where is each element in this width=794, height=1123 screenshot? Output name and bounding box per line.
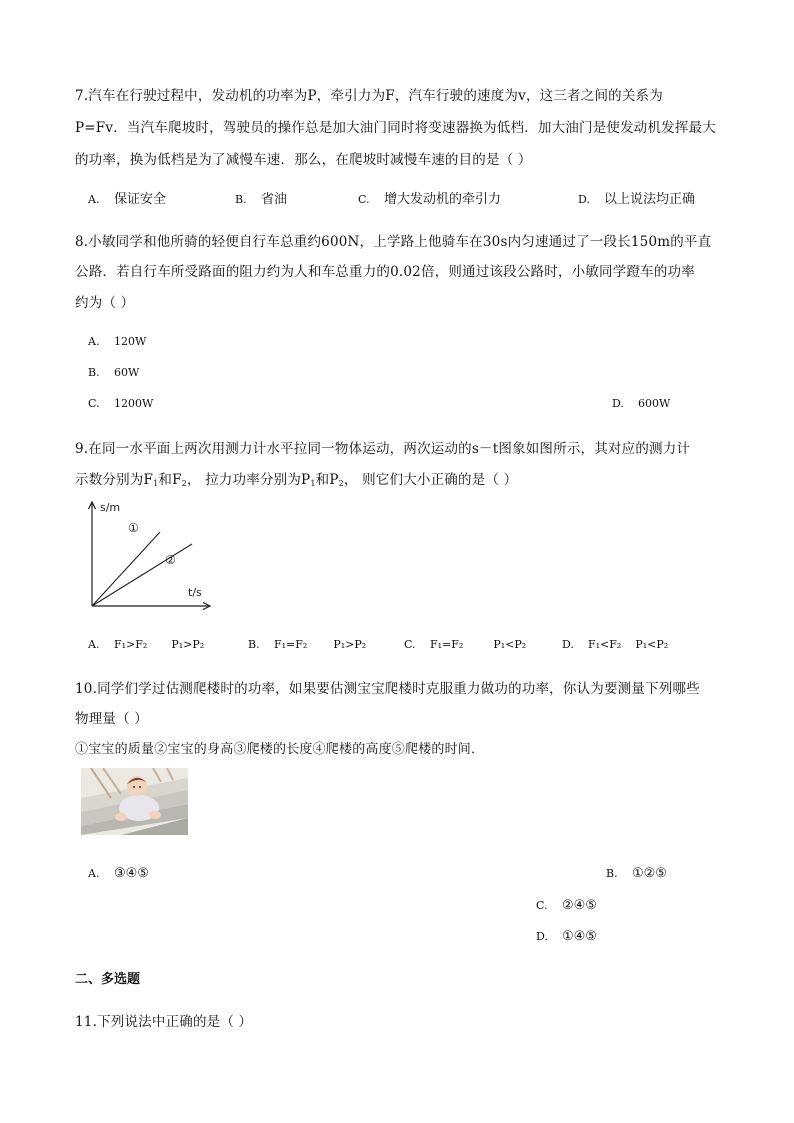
q9-stem-text-b: 和F bbox=[158, 472, 182, 488]
graph-line-1 bbox=[92, 532, 160, 606]
q8-stem-line2: 公路．若自行车所受路面的阻力约为人和车总重力的0.02倍，则通过该段公路时，小敏同学蹬车的功率 bbox=[75, 264, 695, 280]
q8-stem-line1: 8.小敏同学和他所骑的轻便自行车总重约600N，上学路上他骑车在30s内匀速通过了一段长150m的平直 bbox=[75, 234, 712, 250]
q10-option-c[interactable] bbox=[536, 898, 597, 913]
q10-stem-line3: ①宝宝的质量②宝宝的身高③爬楼的长度④爬楼的高度⑤爬楼的时间． bbox=[75, 742, 485, 757]
q9-option-d-p: P₁<P₂ bbox=[635, 638, 669, 651]
q9-stem-text-c: ， 拉力功率分别为P bbox=[186, 472, 311, 488]
q9-option-a-f: F₁>F₂ bbox=[114, 638, 148, 651]
q10-option-c-text: ②④⑤ bbox=[562, 898, 597, 913]
q8-option-c[interactable] bbox=[88, 397, 153, 410]
q9-stem-text-d: 和P bbox=[315, 472, 339, 488]
q7-option-a[interactable] bbox=[88, 188, 166, 207]
q10-option-d[interactable] bbox=[536, 929, 597, 944]
q7-option-b-label: B. bbox=[235, 193, 247, 206]
q10-option-c-label: C. bbox=[536, 899, 548, 912]
q9-sub-f1: 1 bbox=[153, 479, 159, 488]
q9-st-graph bbox=[80, 496, 220, 612]
q7-option-c-text: 增大发动机的牵引力 bbox=[384, 192, 502, 207]
q9-option-c[interactable] bbox=[404, 638, 526, 651]
q9-option-c-p: P₁<P₂ bbox=[493, 638, 527, 651]
q7-stem-line1: 7.汽车在行驶过程中，发动机的功率为P，牵引力为F，汽车行驶的速度为v，这三者之间的关系为 bbox=[75, 88, 663, 104]
q9-option-d-label: D. bbox=[562, 638, 574, 651]
q11-stem-line1: 11.下列说法中正确的是（ ） bbox=[75, 1014, 253, 1030]
q9-option-c-f: F₁=F₂ bbox=[430, 638, 464, 651]
q8-option-c-label: C. bbox=[88, 397, 100, 410]
q9-sub-p1: 1 bbox=[310, 479, 316, 488]
q10-option-d-text: ①④⑤ bbox=[562, 929, 597, 944]
q9-option-a[interactable] bbox=[88, 638, 204, 651]
q9-sub-f2: 2 bbox=[181, 479, 187, 488]
q9-stem-line1: 9.在同一水平面上两次用测力计水平拉同一物体运动，两次运动的s－t图象如图所示，其对应的测力计 bbox=[75, 441, 691, 457]
q7-option-d-label: D. bbox=[578, 193, 590, 206]
q8-option-c-text: 1200W bbox=[114, 397, 154, 410]
section-heading-multiple-choice: 二、多选题 bbox=[75, 972, 141, 987]
q10-option-a-text: ③④⑤ bbox=[114, 866, 149, 881]
x-axis-label: t/s bbox=[188, 586, 202, 599]
q8-option-d-text: 600W bbox=[638, 397, 671, 410]
q10-option-d-label: D. bbox=[536, 930, 548, 943]
q10-option-b[interactable] bbox=[606, 866, 667, 881]
q9-option-b-f: F₁=F₂ bbox=[274, 638, 308, 651]
q10-option-a[interactable] bbox=[88, 866, 149, 881]
q9-option-a-label: A. bbox=[88, 638, 100, 651]
y-axis-label: s/m bbox=[100, 501, 121, 514]
q9-option-b-p: P₁>P₂ bbox=[333, 638, 367, 651]
q9-option-d-f: F₁<F₂ bbox=[588, 638, 622, 651]
q7-option-b[interactable] bbox=[235, 188, 287, 207]
q7-option-a-label: A. bbox=[88, 193, 100, 206]
q7-option-b-text: 省油 bbox=[261, 192, 288, 207]
q7-option-c-label: C. bbox=[358, 193, 370, 206]
q10-option-a-label: A. bbox=[88, 867, 100, 880]
q9-stem-text-a: 示数分别为F bbox=[75, 472, 154, 488]
q8-option-d-label: D. bbox=[612, 397, 624, 410]
q9-sub-p2: 2 bbox=[338, 479, 344, 488]
q7-option-c[interactable] bbox=[358, 188, 501, 207]
q8-option-a-label: A. bbox=[88, 335, 100, 348]
q9-stem-text-e: ， 则它们大小正确的是（ ） bbox=[343, 472, 518, 488]
q10-option-b-label: B. bbox=[606, 867, 618, 880]
graph-line-2 bbox=[92, 544, 192, 606]
line-2-label: ② bbox=[165, 553, 176, 567]
q9-option-d[interactable] bbox=[562, 638, 668, 651]
q9-stem-line2 bbox=[75, 468, 734, 488]
q7-stem-line2: P=Fv．当汽车爬坡时，驾驶员的操作总是加大油门同时将变速器换为低档．加大油门是使发动机发挥最大 bbox=[75, 120, 716, 136]
q9-option-b[interactable] bbox=[248, 638, 366, 651]
q8-option-d[interactable] bbox=[612, 397, 670, 410]
q7-option-a-text: 保证安全 bbox=[114, 192, 167, 207]
q7-option-d-text: 以上说法均正确 bbox=[604, 192, 696, 207]
q9-option-c-label: C. bbox=[404, 638, 416, 651]
q9-option-b-label: B. bbox=[248, 638, 260, 651]
line-1-label: ① bbox=[128, 521, 139, 535]
q8-stem-line3: 约为（ ） bbox=[75, 295, 135, 311]
q8-option-b-label: B. bbox=[88, 366, 100, 379]
q10-stem-line1: 10.同学们学过估测爬楼时的功率，如果要估测宝宝爬楼时克服重力做功的功率，你认为要测量下列哪些 bbox=[75, 681, 700, 697]
baby-climbing-stairs-photo bbox=[81, 768, 188, 835]
q8-option-a-text: 120W bbox=[114, 335, 147, 348]
q8-option-b-text: 60W bbox=[114, 366, 140, 379]
q9-option-a-p: P₁>P₂ bbox=[171, 638, 205, 651]
q8-option-b[interactable] bbox=[88, 366, 139, 379]
q7-option-d[interactable] bbox=[578, 188, 695, 207]
q10-option-b-text: ①②⑤ bbox=[632, 866, 667, 881]
q7-stem-line3: 的功率，换为低档是为了减慢车速．那么，在爬坡时减慢车速的目的是（ ） bbox=[75, 152, 532, 168]
q8-option-a[interactable] bbox=[88, 335, 146, 348]
q10-stem-line2: 物理量（ ） bbox=[75, 711, 148, 727]
